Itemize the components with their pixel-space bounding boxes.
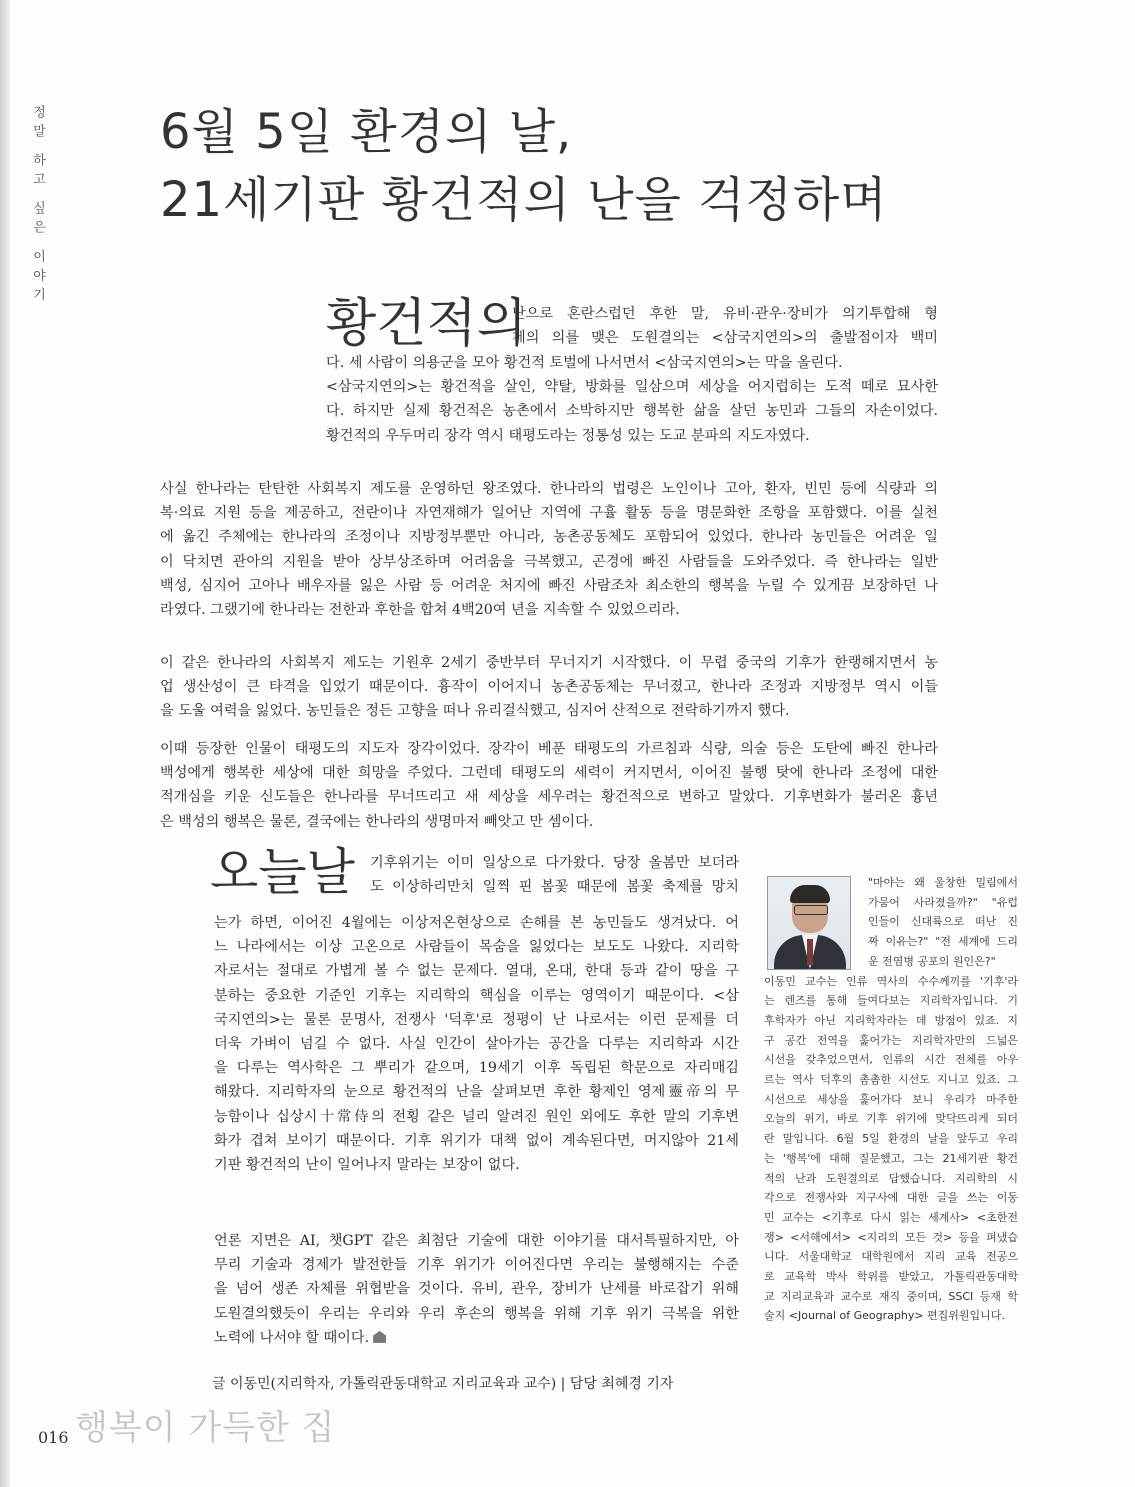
bio-line: 란 말입니다. 6월 5일 환경의 날을 앞두고 우리 [764, 1132, 1018, 1146]
text-line: 복·의료 지원 등을 제공하고, 전란이나 자연재해가 일어난 지역에 구휼 활동 등을 명문화한 조항을 포함했다. 이를 실천 [160, 505, 938, 522]
bio-line: 는 '행복'에 대해 질문했고, 그는 21세기판 황건 [764, 1151, 1018, 1165]
text-line: 백성, 심지어 고아나 배우자를 잃은 사람 등 어려운 처지에 빠진 사람조차 최소한의 행복을 누릴 수 있게끔 보장하던 나 [160, 577, 938, 594]
text-line: 을 도울 여력을 잃었다. 농민들은 정든 고향을 떠나 유리걸식했고, 심지어 산적으로 전락하기까지 했다. [160, 703, 790, 720]
bio-line: 는 렌즈를 통해 들여다보는 지리학자입니다. 기 [764, 994, 1018, 1008]
paragraph-5-head [370, 851, 739, 899]
bio-line: 가뭄어 사라졌을까?" "유럽 [868, 895, 1018, 909]
bio-line: 시선을 갖추었으면서, 인류의 시간 전체를 아우 [764, 1053, 1018, 1067]
title-line-2: 21세기판 황건적의 난을 걱정하며 [160, 172, 888, 228]
text-line: 도 이상하리만치 일찍 핀 봄꽃 때문에 봄꽃 축제를 망치 [370, 879, 739, 896]
article-title [160, 98, 1060, 234]
bio-line: 각으로 전쟁사와 지구사에 대한 글을 쓰는 이동 [764, 1191, 1018, 1205]
end-mark-icon [373, 1331, 386, 1343]
text-line: 언론 지면은 AI, 챗GPT 같은 최첨단 기술에 대한 이야기를 대서특필하지만, 아 [214, 1233, 739, 1249]
text-line: 을 다루는 역사학은 그 뿌리가 같으며, 19세기 이후 독립된 학문으로 자리매김 [214, 1060, 739, 1077]
text-line: 난으로 혼란스럽던 후한 말, 유비·관우·장비가 의기투합해 형 [512, 306, 938, 322]
text-line: <삼국지연의>는 황건적을 살인, 약탈, 방화를 일삼으며 세상을 어지럽히는 도적 떼로 묘사한 [326, 379, 938, 396]
bio-line: 짜 이유는?" "전 세계에 드리 [868, 935, 1018, 949]
bio-line: 교 지리교육과 교수로 재직 중이며, SSCI 등재 학 [764, 1289, 1018, 1303]
paragraph-3 [160, 651, 938, 724]
text-line: 이때 등장한 인물이 태평도의 지도자 장각이었다. 장각이 베푼 태평도의 가르침과 식량, 의술 등은 도탄에 빠진 한나라 [160, 741, 938, 757]
section-label: 정말 하고 싶은 이야기 [30, 105, 45, 307]
bio-line: "마야는 왜 울창한 밀림에서 [868, 876, 1018, 889]
bio-line: 민 교수는 <기후로 다시 읽는 세계사> <초한전 [764, 1210, 1018, 1224]
text-line: 기후위기는 이미 일상으로 다가왔다. 당장 올봄만 보더라 [370, 855, 739, 871]
paragraph-1 [326, 351, 938, 448]
text-line: 능함이나 십상시十常侍의 전횡 같은 널리 알려진 원인 외에도 후한 말의 기후변 [214, 1108, 739, 1125]
paragraph-2 [160, 477, 938, 622]
magazine-name: 행복이 가득한 집 [75, 1408, 336, 1448]
text-line: 자로서는 절대로 가볍게 볼 수 없는 문제다. 열대, 온대, 한대 등과 같이 땅을 구 [214, 963, 739, 980]
text-line: 분하는 중요한 기준인 기후는 지리학의 핵심을 이루는 영역이기 때문이다. <삼 [214, 987, 739, 1004]
bio-line: 이동민 교수는 인류 역사의 수수께끼를 '기후'라 [764, 974, 1018, 988]
page-spine-shadow [0, 0, 10, 1487]
bio-line: 르는 역사 덕후의 촘촘한 시선도 지니고 있죠. 그 [764, 1073, 1018, 1087]
text-line: 이 같은 한나라의 사회복지 제도는 기원후 2세기 중반부터 무너지기 시작했다. 이 무렵 중국의 기후가 한랭해지면서 농 [160, 655, 938, 671]
bio-line: 쟁> <서해에서> <지리의 모든 것> 등을 펴냈습 [764, 1230, 1018, 1244]
drop-cap-1: 황건적의 [326, 294, 527, 354]
text-line: 황건적의 우두머리 장각 역시 태평도라는 정통성 있는 도교 분파의 지도자였다. [326, 427, 810, 444]
text-line: 을 넘어 생존 자체를 위협받을 것이다. 유비, 관우, 장비가 난세를 바로잡기 위해 [214, 1281, 739, 1298]
text-line [214, 1326, 739, 1350]
text-line: 기판 황건적의 난이 일어나지 말라는 보장이 없다. [214, 1157, 520, 1174]
bio-intro-questions [868, 873, 1018, 972]
paragraph-6 [214, 1229, 739, 1350]
text-line: 라였다. 그랬기에 한나라는 전한과 후한을 합쳐 4백20여 년을 지속할 수 있었으리라. [160, 602, 680, 619]
closing-line-text: 노력에 나서야 할 때이다. [214, 1329, 370, 1346]
text-line: 국지연의>는 물론 문명사, 전쟁사 '덕후'로 정평이 난 나로서는 이런 문제를 더 [214, 1011, 739, 1028]
text-line: 다. 하지만 실제 황건적은 농촌에서 소박하지만 행복한 삶을 살던 농민과 그들의 자손이었다. [326, 403, 938, 420]
text-line: 사실 한나라는 탄탄한 사회복지 제도를 운영하던 왕조였다. 한나라의 법령은 노인이나 고아, 환자, 빈민 등에 식량과 의 [160, 481, 938, 497]
title-line-1: 6월 5일 환경의 날, [160, 104, 573, 160]
text-line: 적개심을 키운 신도들은 한나라를 무너뜨리고 새 세상을 세우려는 황건적으로 변하고 말았다. 기후변화가 불러온 흉년 [160, 789, 938, 806]
drop-cap-2: 오늘날 [210, 843, 355, 901]
article-credit: 글 이동민(지리학자, 가톨릭관동대학교 지리교육과 교수) | 담당 최혜경 기자 [212, 1376, 674, 1392]
text-line: 도원결의했듯이 우리는 우리와 우리 후손의 행복을 위해 기후 위기 극복을 위한 [214, 1305, 739, 1322]
text-line: 무리 기술과 경제가 발전한들 기후 위기가 이어진다면 우리는 불행해지는 수준 [214, 1257, 739, 1274]
text-line: 해왔다. 지리학자의 눈으로 황건적의 난을 살펴보면 후한 황제인 영제靈帝의 무 [214, 1084, 739, 1101]
text-line: 백성에게 행복한 세상에 대한 희망을 주었다. 그런데 태평도의 세력이 커지면서, 이어진 불행 탓에 한나라 조정에 대한 [160, 765, 938, 782]
bio-line: 시선으로 세상을 훑어가다 보니 우리가 마주한 [764, 1092, 1018, 1106]
bio-line: 니다. 서울대학교 대학원에서 지리 교육 전공으 [764, 1250, 1018, 1264]
text-line: 은 백성의 행복은 물론, 결국에는 한나라의 생명마저 빼앗고 만 셈이다. [160, 813, 594, 830]
bio-line: 구 공간 전역을 훑어가는 지리학자만의 드넓은 [764, 1033, 1018, 1047]
paragraph-1-head [512, 302, 938, 350]
bio-line: 술지 <Journal of Geography> 편집위원입니다. [764, 1309, 1005, 1323]
paragraph-5 [214, 911, 739, 1177]
text-line: 에 옮긴 주체에는 한나라의 조정이나 지방정부뿐만 아니라, 농촌공동체도 포함되어 있었다. 한나라 농민들은 어려운 일 [160, 529, 938, 546]
text-line: 는가 하면, 이어진 4월에는 이상저온현상으로 손해를 본 농민들도 생겨났다. 어 [214, 915, 739, 931]
bio-line: 운 전염병 공포의 원인은?" [868, 954, 996, 968]
bio-line: 로 교육학 박사 학위를 받았고, 가톨릭관동대학 [764, 1270, 1018, 1284]
text-line: 이 닥치면 관아의 지원을 받아 상부상조하며 어려움을 극복했고, 곤경에 빠진 사람들을 도와주었다. 즉 한나라는 일반 [160, 553, 938, 570]
text-line: 업 생산성이 큰 타격을 입었기 때문이다. 흉작이 이어지니 농촌공동체는 무너졌고, 한나라 조정과 지방정부 역시 이들 [160, 679, 938, 696]
page-number: 016 [38, 1428, 69, 1447]
bio-body [764, 972, 1018, 1327]
bio-line: 후학자가 아닌 지리학자라는 데 방점이 있죠. 지 [764, 1013, 1018, 1027]
text-line: 다. 세 사람이 의용군을 모아 황건적 토벌에 나서면서 <삼국지연의>는 막을 올린다. [326, 355, 843, 371]
bio-line: 인들이 신대륙으로 떠난 진 [868, 915, 1018, 929]
paragraph-4 [160, 737, 938, 834]
author-bio-sidebar [764, 873, 1018, 1326]
text-line: 제의 의를 맺은 도원결의는 <삼국지연의>의 출발점이자 백미 [512, 330, 938, 347]
text-line: 느 나라에서는 이상 고온으로 사람들이 목숨을 잃었다는 보도도 나왔다. 지리학 [214, 939, 739, 956]
bio-line: 오늘의 위기, 바로 기후 위기에 맞닥뜨리게 되더 [764, 1112, 1018, 1126]
text-line: 화가 겹쳐 보이기 때문이다. 기후 위기가 대책 없이 계속된다면, 머지않아 21세 [214, 1132, 739, 1149]
text-line: 더욱 가벼이 넘길 수 없다. 사실 인간이 살아가는 공간을 다루는 지리학과 시간 [214, 1036, 739, 1053]
bio-line: 적의 난과 도원결의로 답했습니다. 지리학의 시 [764, 1171, 1018, 1185]
